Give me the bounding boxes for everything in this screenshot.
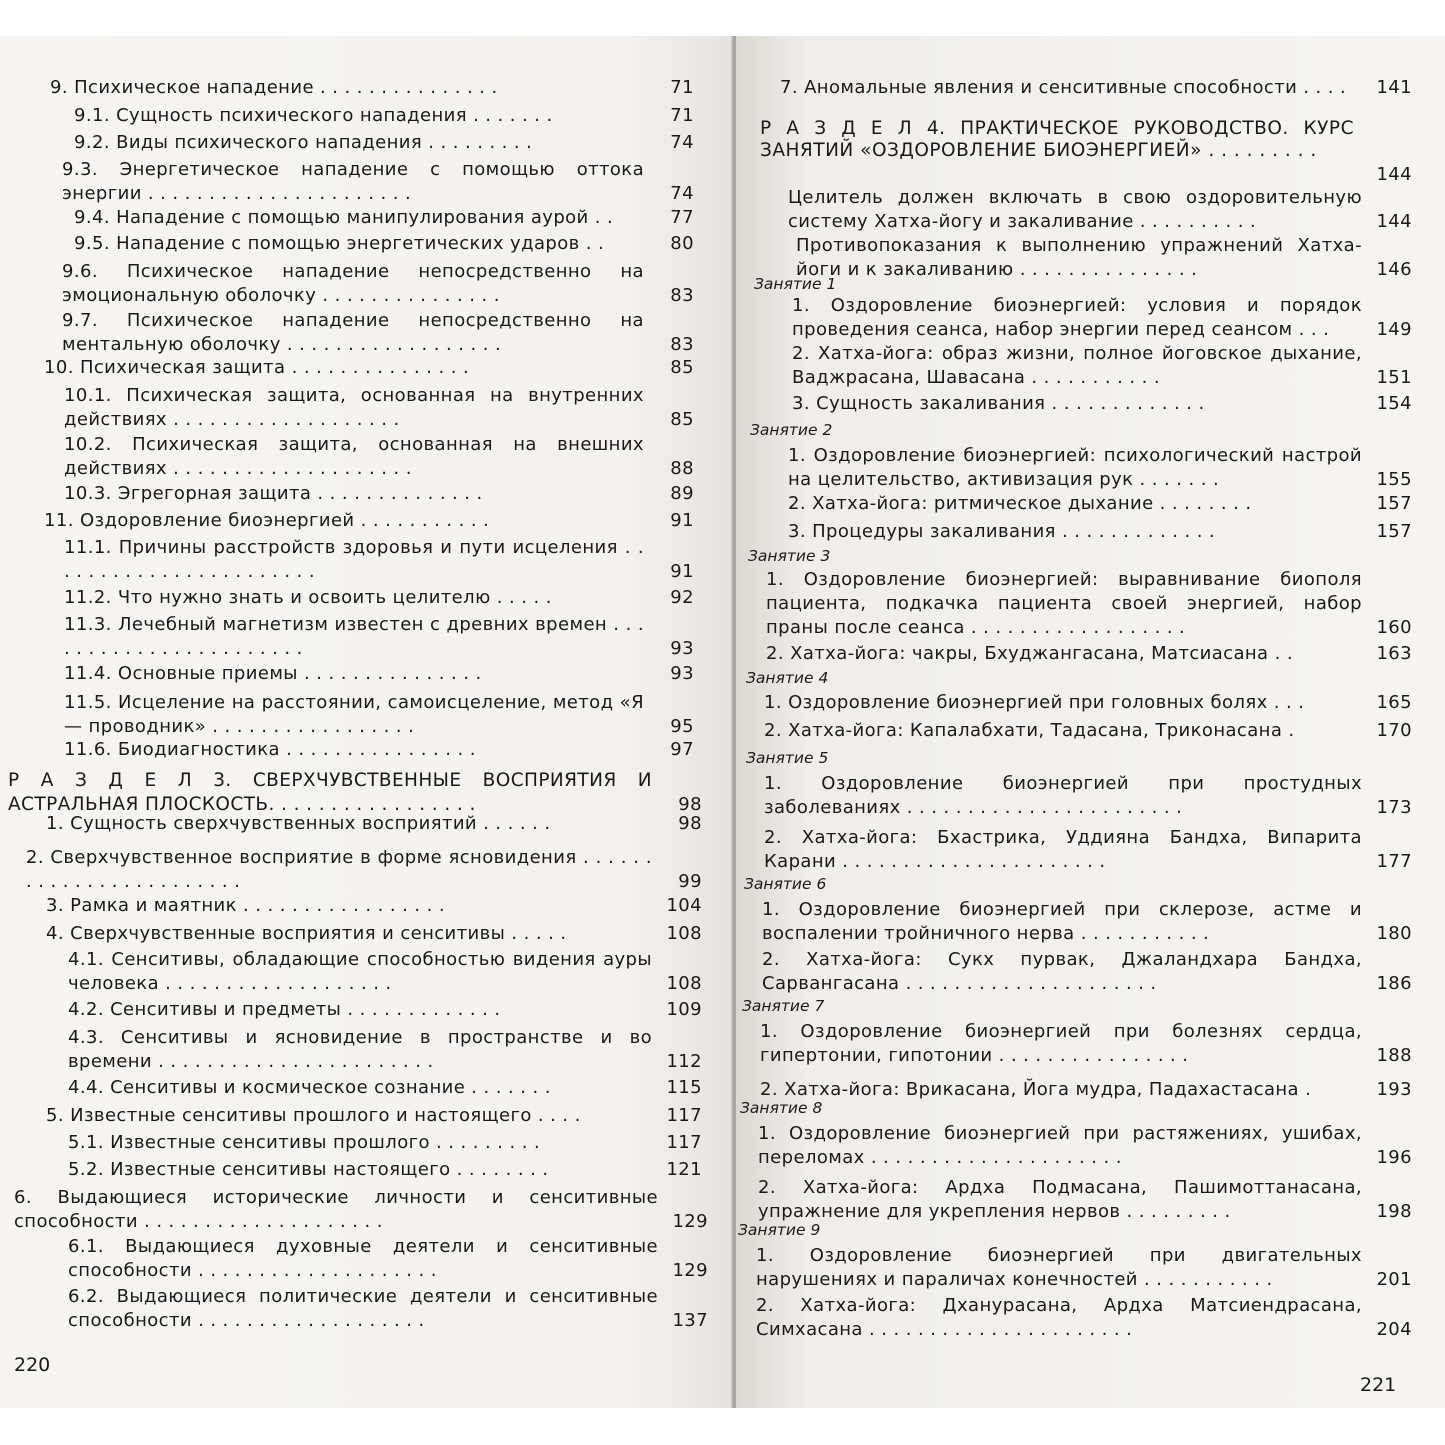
entry-text: Р А З Д Е Л 3. СВЕРХЧУВСТВЕННЫЕ ВОСПРИЯТИЯ И АСТРАЛЬНАЯ ПЛОСКОСТЬ. . . . . . . . . . . . . . . . . [8, 770, 652, 815]
entry-page: 201 [1376, 1269, 1412, 1290]
entry-page: 93 [670, 663, 694, 684]
toc-entry [68, 1158, 702, 1182]
toc-entry [64, 662, 694, 686]
entry-text: 9. Психическое нападение . . . . . . . . . . . . . . . [50, 77, 498, 98]
toc-entry [758, 1122, 1412, 1170]
entry-text: 4.4. Сенситивы и космическое сознание . . . . . . . [68, 1077, 551, 1098]
entry-page: 77 [670, 207, 694, 228]
entry-text: 6.2. Выдающиеся политические деятели и сенситивные способности . . . . . . . . . . . . . . . . . . . [68, 1286, 658, 1331]
entry-text: 11. Оздоровление биоэнергией . . . . . . . . . . . [44, 510, 490, 531]
entry-text: 2. Сверхчувственное восприятие в форме ясновидения . . . . . . . . . . . . . . . . . . . . . . . . [26, 847, 652, 892]
lesson-label: Занятие 3 [748, 547, 831, 565]
entry-text: 2. Хатха-йога: Бхастрика, Уддияна Бандха, Випарита Карани . . . . . . . . . . . . . . . . . . . . . . [764, 827, 1362, 872]
toc-entry [46, 812, 702, 836]
entry-text: 11.5. Исцеление на расстоянии, самоисцеление, метод «Я — проводник» . . . . . . . . . . . . . . . . . [64, 692, 644, 737]
entry-text: 5.2. Известные сенситивы настоящего . . . . . . . . [68, 1159, 549, 1180]
entry-page: 155 [1376, 469, 1412, 490]
toc-entry [68, 1131, 702, 1155]
entry-text: 9.1. Сущность психического нападения . . . . . . . [74, 105, 553, 126]
lesson-label: Занятие 5 [746, 749, 829, 767]
toc-entry [64, 691, 694, 739]
entry-page: 198 [1376, 1201, 1412, 1222]
entry-text: 2. Хатха-йога: ритмическое дыхание . . . . . . . . [788, 493, 1252, 514]
entry-page: 71 [670, 77, 694, 98]
entry-page: 97 [670, 739, 694, 760]
entry-page: 117 [666, 1105, 702, 1126]
entry-page: 93 [670, 638, 694, 659]
entry-page: 85 [670, 409, 694, 430]
entry-page: 188 [1376, 1045, 1412, 1066]
entry-text: 4.3. Сенситивы и ясновидение в пространстве и во времени . . . . . . . . . . . . . . . . . . . . . . . [68, 1027, 652, 1072]
toc-entry [64, 433, 694, 481]
page-number: 220 [14, 1354, 51, 1376]
entry-page: 204 [1376, 1319, 1412, 1340]
entry-text: 2. Хатха-йога: Дханурасана, Ардха Матсиендрасана, Симхасана . . . . . . . . . . . . . . . . . . . . . . [756, 1295, 1362, 1340]
toc-entry [766, 642, 1412, 666]
entry-text: 9.6. Психическое нападение непосредственно на эмоциональную оболочку . . . . . . . . . . . . . . . [62, 261, 644, 306]
entry-page: 177 [1376, 851, 1412, 872]
toc-entry [68, 998, 702, 1022]
toc-entry [758, 1176, 1412, 1224]
toc-entry [68, 1235, 708, 1283]
entry-page: 196 [1376, 1147, 1412, 1168]
entry-text: 11.2. Что нужно знать и освоить целителю . . . . . [64, 587, 552, 608]
lesson-label: Занятие 4 [746, 669, 829, 687]
section-heading: Р А З Д Е Л 4. ПРАКТИЧЕСКОЕ РУКОВОДСТВО. КУРС ЗАНЯТИЙ «ОЗДОРОВЛЕНИЕ БИОЭНЕРГИЕЙ» . . . . . . . . . [760, 118, 1354, 161]
toc-entry [64, 738, 694, 762]
entry-page: 98 [678, 813, 702, 834]
toc-entry [74, 232, 694, 256]
toc-entry [788, 520, 1412, 544]
entry-page: 170 [1376, 720, 1412, 741]
entry-text: 2. Хатха-йога: Сукх пурвак, Джаландхара Бандха, Сарвангасана . . . . . . . . . . . . . . . . . . . . . [762, 949, 1362, 994]
lesson-label: Занятие 8 [740, 1099, 823, 1117]
entry-text: 1. Оздоровление биоэнергией при растяжениях, ушибах, переломах . . . . . . . . . . . . . . . . . . . . . [758, 1123, 1362, 1168]
entry-page: 108 [666, 973, 702, 994]
toc-entry [74, 104, 694, 128]
entry-text: 3. Рамка и маятник . . . . . . . . . . . . . . . . . [46, 895, 446, 916]
toc-entry [792, 294, 1412, 342]
toc-entry [46, 1104, 702, 1128]
lesson-label: Занятие 2 [750, 421, 833, 439]
toc-entry [764, 719, 1412, 743]
entry-text: 4. Сверхчувственные восприятия и сенситивы . . . . . [46, 923, 567, 944]
entry-page: 157 [1376, 521, 1412, 542]
toc-entry [46, 922, 702, 946]
entry-text: 6.1. Выдающиеся духовные деятели и сенситивные способности . . . . . . . . . . . . . . . . . . . . [68, 1236, 658, 1281]
entry-text: 4.2. Сенситивы и предметы . . . . . . . . . . . . . [68, 999, 501, 1020]
entry-text: 1. Оздоровление биоэнергией: условия и порядок проведения сеанса, набор энергии перед сеансом . . . [792, 295, 1362, 340]
toc-entry [762, 898, 1412, 946]
toc-entry [792, 392, 1412, 416]
toc-entry [788, 492, 1412, 516]
toc-entry [14, 1186, 708, 1234]
toc-entry [760, 1078, 1412, 1102]
entry-page: 157 [1376, 493, 1412, 514]
entry-text: 6. Выдающиеся исторические личности и сенситивные способности . . . . . . . . . . . . . . . . . . . . [14, 1187, 658, 1232]
toc-entry [64, 482, 694, 506]
entry-text: 2. Хатха-йога: образ жизни, полное йоговское дыхание, Ваджрасана, Шавасана . . . . . . . . . . . [792, 343, 1362, 388]
entry-text: 9.7. Психическое нападение непосредственно на ментальную оболочку . . . . . . . . . . . . . . . . . . [62, 310, 644, 355]
toc-entry [74, 206, 694, 230]
entry-text: 10. Психическая защита . . . . . . . . . . . . . . . [44, 357, 470, 378]
entry-page: 180 [1376, 923, 1412, 944]
toc-entry [50, 76, 694, 100]
entry-page: 112 [666, 1051, 702, 1072]
toc-entry [68, 948, 702, 996]
entry-text: 2. Хатха-йога: Ардха Подмасана, Пашимоттанасана, упражнение для укрепления нервов . . . . . . . . . [758, 1177, 1362, 1222]
entry-page: 137 [672, 1310, 708, 1331]
entry-text: 3. Сущность закаливания . . . . . . . . . . . . . [792, 393, 1205, 414]
toc-entry [796, 234, 1412, 282]
toc-entry [26, 846, 702, 894]
toc-entry [764, 772, 1412, 820]
entry-text: 2. Хатха-йога: Капалабхати, Тадасана, Триконасана . [764, 720, 1295, 741]
entry-page: 71 [670, 105, 694, 126]
entry-text: 10.2. Психическая защита, основанная на внешних действиях . . . . . . . . . . . . . . . . . . . . [64, 434, 644, 479]
entry-text: 5. Известные сенситивы прошлого и настоящего . . . . [46, 1105, 581, 1126]
entry-page [1354, 163, 1412, 187]
entry-page: 74 [670, 132, 694, 153]
entry-page: 89 [670, 483, 694, 504]
entry-page: 129 [672, 1260, 708, 1281]
toc-entry [762, 948, 1412, 996]
entry-text: 3. Процедуры закаливания . . . . . . . . . . . . . [788, 521, 1216, 542]
entry-text: 2. Хатха-йога: Врикасана, Йога мудра, Падахастасана . [760, 1079, 1312, 1100]
toc-entry [792, 342, 1412, 390]
entry-page: 146 [1376, 259, 1412, 280]
entry-page: 141 [1376, 77, 1412, 98]
entry-page: 121 [666, 1159, 702, 1180]
toc-entry [764, 826, 1412, 874]
entry-page: 129 [672, 1211, 708, 1232]
toc-entry [74, 131, 694, 155]
entry-text: 9.2. Виды психического нападения . . . . . . . . . [74, 132, 533, 153]
entry-text: 1. Сущность сверхчувственных восприятий . . . . . . [46, 813, 551, 834]
entry-page: 186 [1376, 973, 1412, 994]
entry-text: 11.3. Лечебный магнетизм известен с древних времен . . . . . . . . . . . . . . . . . . . . . . . [64, 614, 644, 659]
toc-entry [64, 384, 694, 432]
toc-entry [760, 1020, 1412, 1068]
entry-page: 91 [670, 510, 694, 531]
page-number: 221 [1360, 1374, 1397, 1396]
entry-page: 165 [1376, 692, 1412, 713]
entry-page: 160 [1376, 617, 1412, 638]
entry-text: 1. Оздоровление биоэнергией: психологический настрой на целительство, активизация рук . . . . . . . [788, 445, 1362, 490]
entry-page: 163 [1376, 643, 1412, 664]
entry-text: 4.1. Сенситивы, обладающие способностью видения ауры человека . . . . . . . . . . . . . . . . . . . [68, 949, 652, 994]
entry-text: 11.6. Биодиагностика . . . . . . . . . . . . . . . . [64, 739, 476, 760]
entry-text: 1. Оздоровление биоэнергией при простудных заболеваниях . . . . . . . . . . . . . . . . . . . . . . . [764, 773, 1362, 818]
entry-page: 98 [678, 794, 702, 815]
entry-text: Целитель должен включать в свою оздоровительную систему Хатха-йогу и закаливание . . . . . . . . . . [788, 187, 1362, 232]
entry-page: 91 [670, 561, 694, 582]
entry-text: 9.4. Нападение с помощью манипулирования аурой . . [74, 207, 614, 228]
entry-page: 109 [666, 999, 702, 1020]
entry-text: 1. Оздоровление биоэнергией при головных болях . . . [764, 692, 1305, 713]
toc-entry [64, 536, 694, 584]
toc-entry [64, 586, 694, 610]
entry-page: 95 [670, 716, 694, 737]
section-heading [8, 769, 702, 817]
entry-page: 144 [1376, 211, 1412, 232]
toc-entry [62, 309, 694, 357]
toc-entry [788, 444, 1412, 492]
toc-entry [766, 568, 1412, 640]
entry-page: 83 [670, 285, 694, 306]
right-page [736, 36, 1445, 1408]
lesson-label: Занятие 9 [738, 1221, 821, 1239]
entry-text: 1. Оздоровление биоэнергией при болезнях сердца, гипертонии, гипотонии . . . . . . . . . . . . . . . . [760, 1021, 1362, 1066]
entry-text: 10.3. Эгрегорная защита . . . . . . . . . . . . . . [64, 483, 483, 504]
entry-text: 11.1. Причины расстройств здоровья и пути исцеления . . . . . . . . . . . . . . . . . . . . . . . [64, 537, 644, 582]
entry-text: 9.3. Энергетическое нападение с помощью оттока энергии . . . . . . . . . . . . . . . . . . . . . . [62, 159, 644, 204]
toc-entry [780, 76, 1412, 100]
entry-page: 193 [1376, 1079, 1412, 1100]
toc-entry [46, 894, 702, 918]
toc-entry [756, 1294, 1412, 1342]
lesson-label: Занятие 1 [754, 275, 837, 293]
entry-page: 74 [670, 183, 694, 204]
entry-page: 151 [1376, 367, 1412, 388]
entry-page: 173 [1376, 797, 1412, 818]
entry-page: 85 [670, 357, 694, 378]
toc-entry [764, 691, 1412, 715]
lesson-label: Занятие 7 [742, 997, 825, 1015]
lesson-label: Занятие 6 [744, 875, 827, 893]
entry-text: 5.1. Известные сенситивы прошлого . . . . . . . . . [68, 1132, 541, 1153]
entry-page: 83 [670, 334, 694, 355]
entry-page: 88 [670, 458, 694, 479]
entry-page: 117 [666, 1132, 702, 1153]
entry-text: 11.4. Основные приемы . . . . . . . . . . . . . . . [64, 663, 482, 684]
toc-entry [788, 186, 1412, 234]
entry-text: 7. Аномальные явления и сенситивные способности . . . . [780, 77, 1347, 98]
left-page [0, 36, 734, 1408]
entry-page: 149 [1376, 319, 1412, 340]
entry-text: 9.5. Нападение с помощью энергетических ударов . . [74, 233, 605, 254]
entry-page: 154 [1376, 393, 1412, 414]
toc-entry [68, 1026, 702, 1074]
entry-page: 108 [666, 923, 702, 944]
entry-text: Противопоказания к выполнению упражнений Хатха-йоги и к закаливанию . . . . . . . . . . . . . . . [796, 235, 1362, 280]
entry-page: 115 [666, 1077, 702, 1098]
toc-entry [62, 260, 694, 308]
entry-page: 92 [670, 587, 694, 608]
entry-text: 2. Хатха-йога: чакры, Бхуджангасана, Матсиасана . . [766, 643, 1293, 664]
toc-entry [68, 1285, 708, 1333]
toc-entry [68, 1076, 702, 1100]
entry-text: 1. Оздоровление биоэнергией: выравнивание биополя пациента, подкачка пациента своей энергией, набор праны после сеанса . . . . . . . . . . . . . . . . . . [766, 569, 1362, 638]
toc-entry [44, 509, 694, 533]
toc-entry [756, 1244, 1412, 1292]
entry-text: 1. Оздоровление биоэнергией при двигательных нарушениях и параличах конечностей . . . . . . . . . . . [756, 1245, 1362, 1290]
toc-entry [44, 356, 694, 380]
entry-text: 10.1. Психическая защита, основанная на внутренних действиях . . . . . . . . . . . . . . . . . . . [64, 385, 644, 430]
entry-text: 1. Оздоровление биоэнергией при склерозе, астме и воспалении тройничного нерва . . . . . . . . . . . [762, 899, 1362, 944]
entry-page: 80 [670, 233, 694, 254]
entry-page: 99 [678, 871, 702, 892]
entry-page: 104 [666, 895, 702, 916]
toc-entry [64, 613, 694, 661]
section-page: 144 [1376, 164, 1412, 185]
toc-entry [62, 158, 694, 206]
